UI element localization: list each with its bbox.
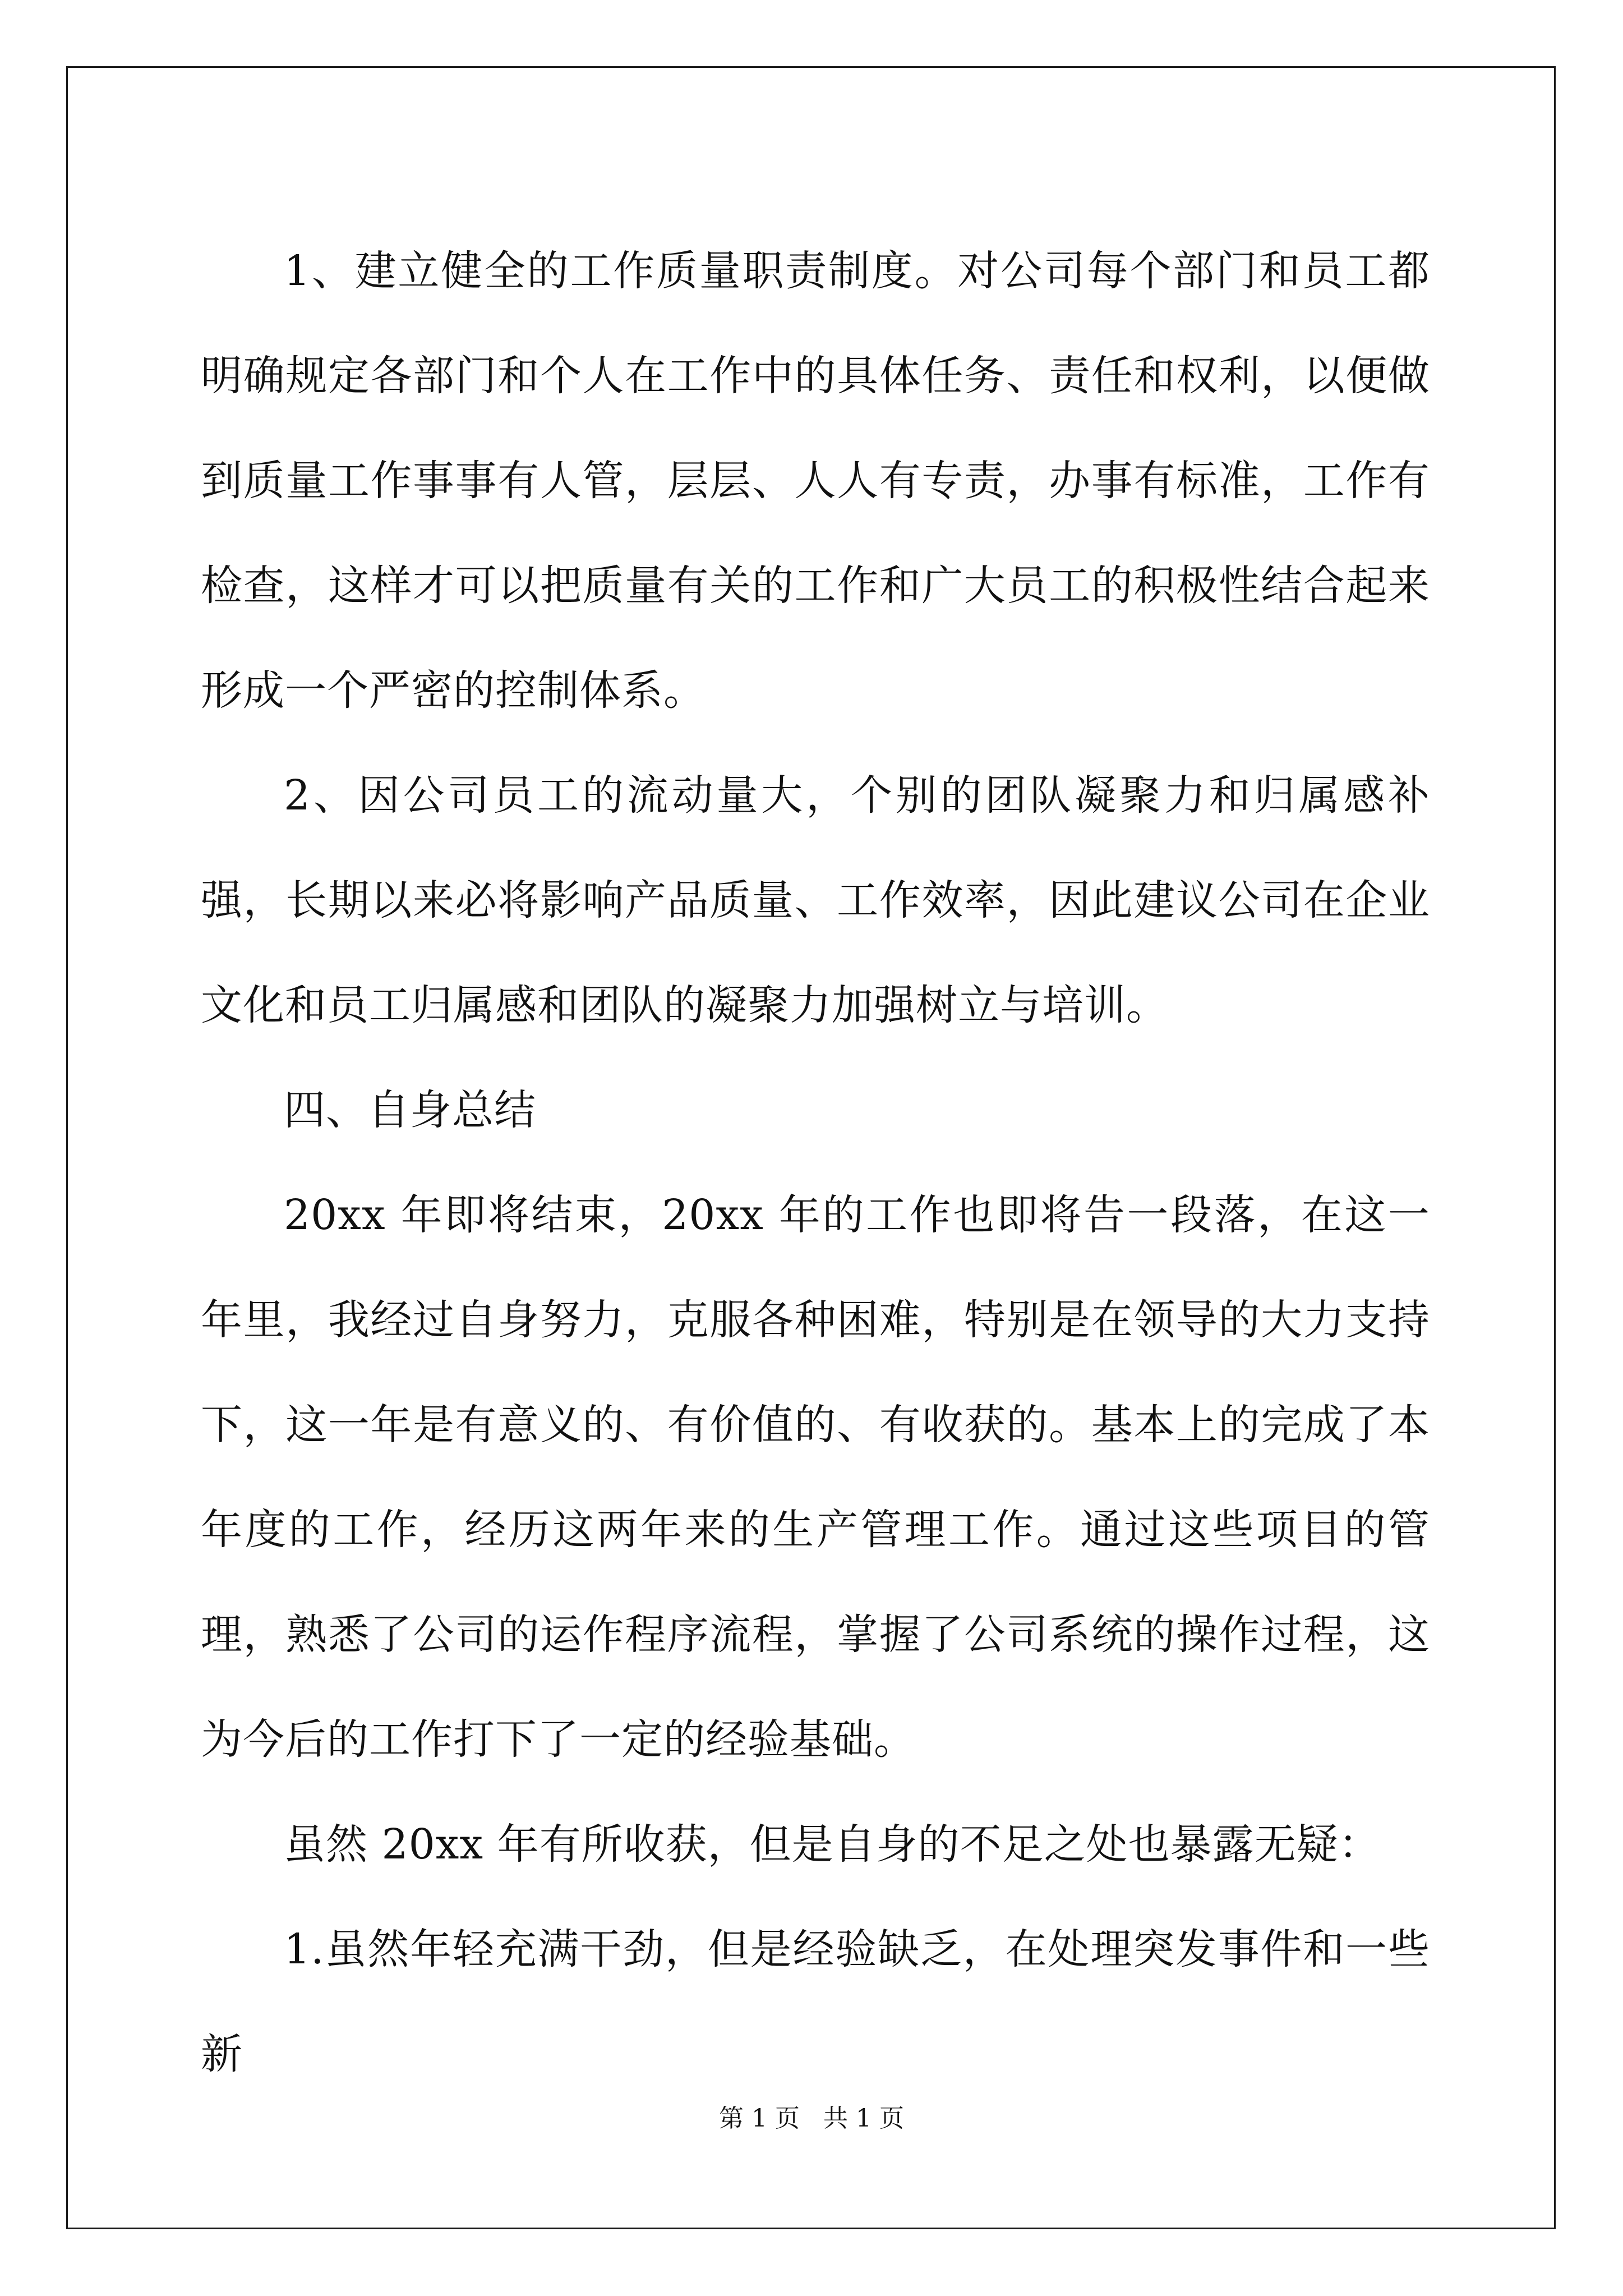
paragraph-shortcomings-intro: 虽然 20xx 年有所收获，但是自身的不足之处也暴露无疑： [284, 1820, 1381, 1869]
page-total: 共 1 页 [823, 2104, 904, 2133]
paragraph-team-cohesion: 2、因公司员工的流动量大，个别的团队凝聚力和归属感补强，长期以来必将影响产品质量、工作效率，因此建议公司在企业文化和员工归属感和团队的凝聚力加强树立与培训。 [201, 771, 1430, 1029]
page-footer [0, 2098, 1623, 2134]
section-heading-self-summary: 四、自身总结 [284, 1086, 536, 1134]
page-number: 第 1 页 [719, 2104, 800, 2133]
paragraph-shortcoming-1: 1.虽然年轻充满干劲，但是经验缺乏，在处理突发事件和一些新 [201, 1925, 1430, 2078]
paragraph-quality-responsibility: 1、建立健全的工作质量职责制度。对公司每个部门和员工都明确规定各部门和个人在工作中的具体任务、责任和权利，以便做到质量工作事事有人管，层层、人人有专责，办事有标准，工作有检查，这样才可以把质量有关的工作和广大员工的积极性结合起来形成一个严密的控制体系。 [201, 247, 1430, 715]
document-body [201, 219, 1430, 2107]
paragraph-year-summary: 20xx 年即将结束，20xx 年的工作也即将告一段落，在这一年里，我经过自身努力，克服各种困难，特别是在领导的大力支持下，这一年是有意义的、有价值的、有收获的。基本上的完成了本年度的工作，经历这两年来的生产管理工作。通过这些项目的管理，熟悉了公司的运作程序流程，掌握了公司系统的操作过程，这为今后的工作打下了一定的经验基础。 [201, 1191, 1430, 1764]
